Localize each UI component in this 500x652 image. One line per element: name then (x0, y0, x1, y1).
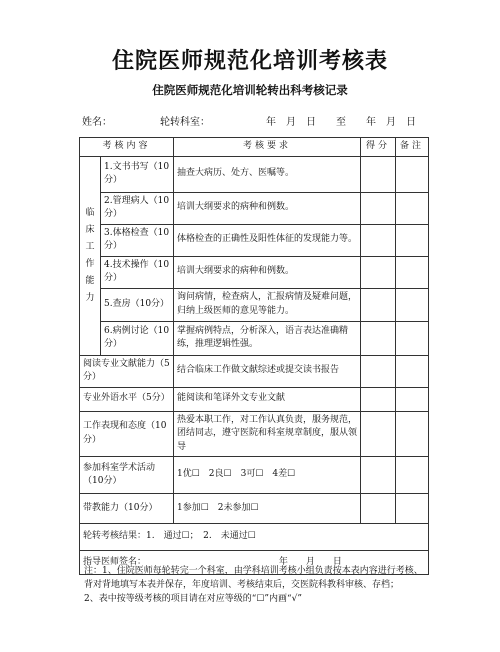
item-cell: 专业外语水平（5分） (80, 387, 174, 411)
item-cell: 5.查房（10分） (101, 288, 174, 321)
remarks-cell[interactable] (396, 457, 429, 494)
table-row (80, 524, 429, 551)
signature-label: 指导医师签名： (83, 556, 147, 567)
name-label: 姓名： (82, 117, 112, 128)
table-row (80, 321, 429, 355)
remarks-cell[interactable] (396, 355, 429, 387)
table-row (80, 355, 429, 387)
requirement-cell: 询问病情，检查病人，汇报病情及疑难问题，归纳上级医师的意见等能力。 (174, 288, 361, 321)
requirement-cell: 掌握病例特点，分析深入，语言表达准确精练，推理逻辑性强。 (174, 321, 361, 355)
score-cell[interactable] (361, 224, 396, 256)
clinical-ability-label: 临 床 工 作 能 力 (80, 156, 101, 355)
item-cell: 1.文书书写（10分） (101, 156, 174, 192)
result-cell[interactable]: 轮转考核结果：1. 通过☐； 2. 未通过☐ (80, 524, 429, 551)
requirement-cell: 能阅读和笔译外文专业文献 (174, 387, 361, 411)
remarks-cell[interactable] (396, 192, 429, 224)
table-header-row (80, 138, 429, 157)
header-content: 考核内容 (80, 138, 174, 157)
remarks-cell[interactable] (396, 256, 429, 288)
score-cell[interactable] (361, 457, 396, 494)
requirement-cell[interactable]: 1优☐ 2良☐ 3可☐ 4差☐ (174, 457, 361, 494)
score-cell[interactable] (361, 411, 396, 457)
item-cell: 带教能力（10分） (80, 494, 174, 524)
document-title: 住院医师规范化培训考核表 (111, 48, 388, 74)
dept-label: 轮转科室： (160, 117, 210, 128)
remarks-cell[interactable] (396, 411, 429, 457)
table-row (80, 192, 429, 224)
item-cell: 4.技术操作（10分） (101, 256, 174, 288)
header-score: 得分 (361, 138, 396, 157)
requirement-cell: 培训大纲要求的病种和例数。 (174, 192, 361, 224)
requirement-cell: 热爱本职工作，对工作认真负责，服务规范，团结同志，遵守医院和科室规章制度，服从领导 (174, 411, 361, 457)
table-row (80, 387, 429, 411)
score-cell[interactable] (361, 288, 396, 321)
footnotes (84, 564, 424, 606)
table-row (80, 156, 429, 192)
score-cell[interactable] (361, 387, 396, 411)
score-cell[interactable] (361, 321, 396, 355)
remarks-cell[interactable] (396, 156, 429, 192)
remarks-cell[interactable] (396, 224, 429, 256)
item-cell: 阅读专业文献能力（5分） (80, 355, 174, 387)
score-cell[interactable] (361, 192, 396, 224)
requirement-cell: 体格检查的正确性及阳性体征的发现能力等。 (174, 224, 361, 256)
remarks-cell[interactable] (396, 494, 429, 524)
requirement-cell: 抽查大病历、处方、医嘱等。 (174, 156, 361, 192)
item-cell: 6.病例讨论（10分） (101, 321, 174, 355)
table-row (80, 288, 429, 321)
item-cell: 参加科室学术活动（10分） (80, 457, 174, 494)
table-row (80, 494, 429, 524)
score-cell[interactable] (361, 156, 396, 192)
score-cell[interactable] (361, 256, 396, 288)
item-cell: 3.体格检查（10分） (101, 224, 174, 256)
remarks-cell[interactable] (396, 387, 429, 411)
remarks-cell[interactable] (396, 321, 429, 355)
remarks-cell[interactable] (396, 288, 429, 321)
table-row (80, 457, 429, 494)
requirement-cell: 结合临床工作做文献综述或提交读书报告 (174, 355, 361, 387)
assessment-table (79, 137, 429, 575)
item-cell: 2.管理病人（10分） (101, 192, 174, 224)
table-row (80, 256, 429, 288)
item-cell: 工作表现和态度（10分） (80, 411, 174, 457)
signature-date: 年 月 日 (278, 556, 342, 567)
table-row (80, 411, 429, 457)
header-requirement: 考核要求 (174, 138, 361, 157)
footnote-2: 2、表中按等级考核的项目请在对应等级的“☐”内画“√” (84, 594, 302, 604)
requirement-cell[interactable]: 1参加☐ 2未参加☐ (174, 494, 361, 524)
requirement-cell: 培训大纲要求的病种和例数。 (174, 256, 361, 288)
score-cell[interactable] (361, 355, 396, 387)
footnote-1: 注：1、住院医师每轮转完一个科室，由学科培训考核小组负责按本表内容进行考核、背对背地填写本表并保存，年度培训、考核结束后，交医院科教科审核、存档； (84, 566, 423, 590)
score-cell[interactable] (361, 494, 396, 524)
table-row (80, 224, 429, 256)
header-remarks: 备注 (396, 138, 429, 157)
date-range: 年 月 日 至 年 月 日 (266, 117, 416, 128)
document-subtitle: 住院医师规范化培训轮转出科考核记录 (152, 83, 348, 97)
